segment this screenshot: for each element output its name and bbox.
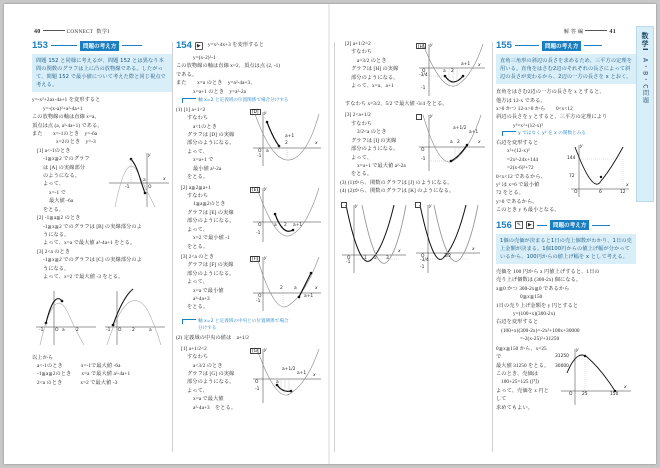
sol-line: グラフは [G] の実線 [187, 370, 235, 377]
solution-154 [176, 54, 328, 96]
thumb-tab [636, 26, 654, 202]
conclusion-condition: a<-1のとき [37, 362, 63, 369]
sol-line: 定義域の中央の値は a+1/2 [183, 335, 249, 342]
sol-line: [3] 2<a のとき [181, 253, 215, 260]
sol-line: x=a で最小値 [193, 287, 224, 294]
sol-line: 0≦x≦150 から、x=25 で [496, 345, 547, 361]
figure-C: -1 O 2 a [101, 287, 167, 349]
page-gutter [328, 4, 330, 464]
sol-line: 最小値 a²-2a [193, 165, 222, 172]
sol-line: y=(100+x)(300-2x) [513, 311, 556, 318]
sol-line: 右辺を変形すると [496, 139, 539, 146]
sol-line: -1≦x≦2 でのグラフは [C] の実線部分のよ [43, 257, 142, 264]
part-1-154-case2 [176, 184, 246, 251]
sol-line: すなわち [187, 192, 209, 199]
part-label: (1) [176, 106, 183, 113]
callout-note-1: 軸 x=2 と定義域の位置関係で場合分けする [198, 98, 289, 104]
subject-name: 数学I [96, 29, 110, 35]
sol-line: a²-4a+3 をとる。 [193, 404, 237, 411]
sol-line: a<3/2 のとき [193, 362, 223, 369]
sol-line: すなわち [187, 115, 209, 122]
sol-line: =2x²-24x+144 [507, 156, 539, 163]
sol-line: よって、 [43, 181, 65, 188]
sol-line: (3) (1)から、関数のグラフは [J] のようになる。 [340, 179, 453, 186]
sol-line: y² は x=6 で最小値 [496, 182, 540, 189]
sol-line: 1≦a≦2のとき [193, 201, 226, 208]
column-divider-2 [334, 42, 335, 452]
sol-line: y=-(x-a)²+a²-4a+1 [43, 105, 83, 112]
thought-box-155: 直角三角形の斜辺の長さを求めるため、三平方の定理を用いる。直角をはさむ2辺のそれぞれの長さによって斜辺の長さが変わるから、2辺の一方の長さを x とおく。 [496, 54, 636, 84]
column-3 [340, 40, 490, 277]
sol-line: x²+(12-x)² [507, 148, 530, 155]
sol-line: また x=a のとき y=a²-4a+3、 [176, 80, 256, 87]
sol-line: [1] a+1/2<2 [181, 345, 207, 352]
sol-line: グラフは [I] の実線 [351, 137, 397, 144]
sol-line: y>0 であるから、 [496, 198, 538, 205]
sol-line: この放物線の軸は直線 x=2、頂点は点 (2, -1) [176, 63, 281, 70]
sol-line: グラフは [H] の実線 [351, 66, 399, 73]
part-1-154 [176, 106, 246, 182]
sol-line: =-2(x-25)²+31250 [520, 336, 560, 343]
sol-line: よって、x=a で最大値 a²-4a+1 をとる。 [43, 240, 136, 247]
sol-line: よって、 [351, 154, 373, 161]
column-divider-1 [172, 42, 173, 452]
conclusion-153 [32, 354, 172, 388]
figure-I: y O a 2 a+1/2 a+1 -1 x [415, 113, 487, 173]
sol-line: 斜辺の長さを y とすると、三平方の定理により [496, 114, 608, 121]
sol-line: このとき、売価は [496, 371, 539, 377]
sol-line: 0≦x≦150 [520, 294, 543, 301]
column-divider-3 [492, 42, 493, 452]
sol-line: また x=-1のとき y=-6a [32, 130, 98, 137]
solution-156-cont [496, 345, 550, 412]
part-1-154-case3 [176, 253, 246, 312]
figure-B: -1 O a 2 [32, 287, 98, 349]
conclusion-result: x=a で最大値 a²-4a+1 [81, 371, 131, 378]
problem-number: 153 [32, 39, 48, 51]
figure-155: y 144 72 O 6 12 x [567, 143, 629, 195]
sol-line: 72 をとる。 [496, 190, 524, 197]
problem-155-heading [496, 40, 636, 51]
sol-line: [2] -1≦a≦2 のとき [37, 215, 81, 222]
sol-line: 他方は 12-x である。 [496, 97, 546, 104]
thought-box-153: 問題 152 と同様に考えるが、問題 152 とは異なり本問の関数のグラフは上に凸の放物線である。したがって、問題 152 で最小値について考えた際と同じ視点で考える。 [32, 54, 172, 92]
sol-line: よって、 [187, 226, 209, 233]
sol-line: -1≦x≦2 でのグラフ [43, 156, 90, 163]
sol-line: [1] a<-1のとき [37, 147, 71, 154]
kangae-badge: 問題の考え方 [80, 41, 120, 51]
sol-line: x=2 で最小値 -1 [193, 235, 230, 242]
sol-line: よって、 [187, 148, 209, 155]
figure-F: [F] y O 2 a a+1 -1 x [249, 255, 323, 313]
sol-line: グラフは [F] の実線 [187, 262, 234, 269]
sol-line: x>0 かつ 12-x>0 から 0<x<12 [496, 106, 573, 113]
conclusion-condition: 2<a のとき [37, 379, 63, 386]
sol-line: x=a で最大値 [193, 396, 224, 403]
figure-E: [E] y O a 2 a+1 -1 [249, 186, 323, 244]
sol-line: 0<x<12 であるから、 [496, 173, 546, 180]
sol-line: [1] a+1<2 [183, 106, 206, 113]
thumb-tab-level: A・B・C問題 [641, 57, 649, 105]
sol-line: このとき y も最小となる。 [496, 207, 560, 214]
sol-line: をとる。 [43, 206, 65, 213]
column-4 [496, 40, 636, 412]
callout-note-2: 軸 x=2 と定義域の中央との位置関係で場合分けする [198, 318, 289, 331]
problem-number: 156 [496, 219, 512, 231]
sol-line: 売り上げ個数は (300-2x) 個になる。 [496, 277, 582, 284]
sol-line: x=a+1 で [193, 157, 214, 164]
problem-number: 154 [176, 39, 192, 51]
sol-line: 3/2<a のとき [357, 129, 387, 136]
figure-156: y 31250 30000 O 25 150 x [555, 347, 627, 397]
sol-line: すなわち [187, 354, 209, 361]
video-icon[interactable]: ▶ [526, 221, 534, 229]
part-2-154-case2 [340, 40, 412, 91]
sol-line: [2] a+1/2=2 [345, 41, 371, 47]
figure-tag: [F] [252, 256, 258, 262]
sol-line: よって、 [187, 279, 209, 286]
sol-line: 部分のようになる。 [187, 140, 235, 147]
y-tick-max: 31250 [555, 353, 569, 359]
part-label: (2) [176, 335, 183, 342]
sol-line: うになる。 [43, 265, 70, 272]
figure-D: [D] y O a 2 a+1 -1 x [252, 109, 318, 159]
sol-line: 最大値 31250 をとる。 [496, 362, 550, 369]
figure-tag [416, 114, 422, 120]
sol-line: (4) (2)から、関数のグラフは [K] のようになる。 [340, 188, 455, 195]
part-2-154-case3 [340, 111, 412, 178]
thought-box-156: 1個の売価が決まると1日の売上個数がわかり、1日の売上金額が決まる。1個100円からの値上げ幅が分かっているから、100円からの値上げ幅を x として考える。 [496, 234, 636, 264]
sol-line: 部分のようになる。 [351, 74, 399, 81]
sol-line: よって、 [187, 387, 209, 394]
sol-line: (100+x)(300-2x)=-2x²+100x+30000 [501, 327, 580, 334]
figure-tag [415, 202, 421, 208]
sol-line: [3] 2<a+1/2 [345, 112, 371, 119]
figure-J: y O 1 2 3 -1 x [340, 201, 408, 275]
figure-tag: [H] [418, 43, 425, 49]
part-2-154-case1 [176, 345, 246, 412]
sol-line: よって、x=a、a+1 [351, 83, 394, 90]
column-1 [32, 40, 172, 387]
solution-155 [496, 88, 636, 130]
sol-line: よって、売価を x 円として [496, 387, 549, 403]
sol-line: 1日の売り上げ金額を y 円とすると [496, 302, 579, 309]
sol-line: は [A] の実線部分 [43, 164, 86, 171]
sol-line: をとる。 [187, 304, 209, 311]
figure-A: -1 O a x y [105, 149, 171, 211]
running-head-right [564, 28, 616, 35]
sol-line: [3] 2<a のとき [37, 248, 71, 255]
sol-line: すなわち [351, 49, 373, 56]
sol-line: x=a+1 のとき y=a²-2a [193, 88, 247, 95]
x-tick-2: 150 [610, 391, 619, 397]
conclusion-result: x=-1で最大値 -6a [80, 362, 121, 369]
sol-line: をとる。 [351, 171, 373, 178]
sol-line: をとる。 [187, 243, 209, 250]
figure-H: [H] y O a 2 a+1 -3/4 -1 x [415, 42, 487, 98]
sol-line: 部分のようになる。 [187, 218, 235, 225]
page-number-left: 40 [34, 29, 41, 35]
column-2 [176, 40, 328, 412]
sol-line: 右辺を変形すると [496, 319, 539, 326]
sol-line: a<1のとき [193, 123, 217, 130]
callout-leader-1 [182, 98, 196, 103]
thumb-tab-subject: 数学I [641, 32, 649, 52]
figure-K: y O 3/2 -3/4 -1 x [414, 201, 482, 275]
sol-line: y=x²-4x+3 を変形すると [207, 42, 264, 49]
sol-line: をとる。 [187, 174, 209, 181]
sol-line: 部分のようになる。 [187, 270, 235, 277]
conclusion-result: x=2 で最大値 -3 [80, 379, 118, 386]
sol-line: すなわち x=3/2、5/2 で最大値 -3/4 をとる。 [345, 101, 448, 107]
conclusion-row [32, 362, 172, 370]
running-head-left [34, 28, 109, 35]
problem-154-heading [176, 40, 328, 51]
sol-line: 求めてもよい。 [496, 404, 534, 411]
sol-line: -1≦x≦2 でのグラフは [B] の実線部分のよ [43, 223, 142, 230]
sol-line: x=-1 で [49, 189, 66, 196]
problem-153-heading [32, 40, 172, 51]
problem-156-heading [496, 220, 636, 231]
sol-line: グラフは [D] の実線 [187, 132, 235, 139]
sol-line: うになる。 [43, 232, 70, 238]
sol-line: x≧0 かつ 300-2x≧0 であるから [496, 285, 570, 292]
sol-line: =2(x-6)²+72 [507, 165, 534, 172]
parts-34-154 [340, 179, 490, 196]
callout-leader-3 [502, 131, 516, 136]
series-name: CONNECT [66, 29, 94, 35]
problem-number: 155 [496, 39, 512, 51]
y-tick-base: 30000 [555, 363, 569, 369]
video-icon[interactable]: ▶ [195, 42, 203, 50]
conclusion-row [32, 379, 172, 387]
sol-line: y=-x²+2ax-4a+1 を変形すると [32, 97, 101, 104]
sol-line: [2] a≦2≦a+1 [181, 184, 211, 191]
book-spread [4, 4, 656, 464]
sol-line: 直角をはさむ2辺の一方の長さを x とすると、 [496, 89, 605, 96]
sol-line: である。 [176, 71, 198, 78]
callout-leader-2 [182, 319, 196, 324]
sol-line: 部分のようになる。 [187, 379, 235, 386]
conclusion-row [32, 370, 172, 378]
sol-line: 頂点は点 (a, a²-4a+1) である。 [32, 122, 103, 129]
sol-line: グラフは [E] の実線 [187, 209, 234, 216]
sol-line: y²=x²+(12-x)² [513, 122, 543, 129]
figure-G: [G] y O a a+1/2 a+1 -1 x [249, 347, 323, 405]
origin-label: O [569, 391, 573, 397]
sol-line: x=2のとき y=-3 [56, 139, 96, 146]
sol-line: 最大値 -6a [49, 198, 74, 205]
page-number-right: 41 [609, 29, 616, 35]
solution-153 [32, 96, 172, 281]
kangae-badge: 問題の考え方 [550, 220, 590, 230]
section-name: 解 答 編 [563, 29, 584, 35]
conclusion-condition: -1≦a≦2のとき [37, 371, 72, 378]
figure-tag: [D] [252, 109, 259, 115]
figure-tag: [E] [252, 187, 258, 193]
figure-tag [341, 202, 347, 208]
callout-note-3: y ではなく y² を x の関数とみる [518, 131, 586, 137]
kangae-badge: 問題の考え方 [542, 41, 582, 51]
sol-line: a²-4a+3 [193, 296, 210, 303]
sol-line: 100+25=125 (円) [501, 379, 539, 386]
sol-line: のようになる。 [43, 173, 81, 180]
part-2-head [176, 334, 328, 342]
conclusion-head: 以上から [32, 354, 54, 361]
sol-line: x=a+1 で最大値 a²-2a [357, 162, 406, 169]
part-2-154-case2-concl [340, 100, 490, 108]
sol-line: y=(x-2)²-1 [193, 55, 216, 61]
sol-line: よって、x=2 で最大値 -3 をとる。 [43, 274, 124, 281]
figure-tag: [G] [252, 348, 259, 354]
solution-155-cont [496, 139, 562, 215]
sol-line: この放物線の軸は直線 x=a。 [32, 114, 100, 121]
sol-line: a=3/2 のとき [357, 57, 387, 64]
solution-156 [496, 268, 636, 344]
sol-line: 売価を 100 円から x 円値上げすると、1日の [496, 268, 600, 275]
x-tick-1: 25 [582, 391, 588, 397]
worksheet-icon[interactable]: ✎ [516, 222, 521, 229]
sol-line: 部分のようになる。 [351, 146, 399, 153]
sol-line: すなわち [351, 120, 373, 127]
